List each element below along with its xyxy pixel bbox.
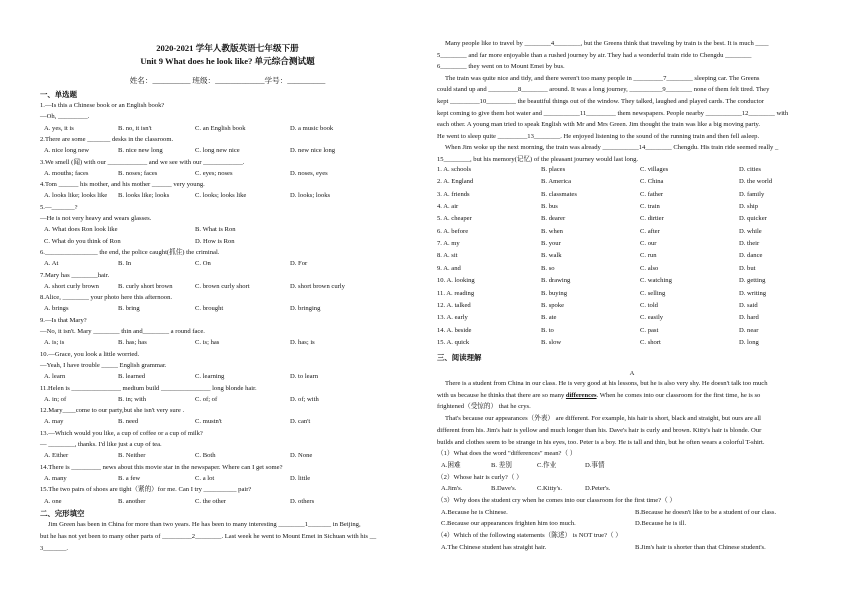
cloze-choice-1: B. places [541,166,566,173]
question-4-stem: 4.Tom ______ his mother, and his mother ______ very young. [40,181,205,189]
cloze-choice-14: B. to [541,326,554,334]
question-1-option: A. yes, it is [44,124,74,132]
question-8-option: A. brings [44,305,69,313]
question-13-stem: 13.—Which would you like, a cup of coffee or a cup of milk? [40,429,203,437]
cloze-choice-3: C. father [640,190,664,198]
question-15-option: C. the other [195,497,226,505]
question-6-option: A. At [44,260,59,268]
question-1-option: C. an English book [195,124,246,132]
cloze-choice-13: 13. A. early [437,314,468,322]
cloze-line: 3_______. [40,544,69,552]
unit-title: Unit 9 What does he look like? 单元综合测试题 [140,56,315,66]
section1-heading: 一、单选题 [40,90,77,99]
reading-text: . When he comes into our classroom for the first time, he is so [596,391,761,399]
question-12-stem: 12.Mary____come to our party,but she isn't very sure . [40,407,185,415]
cloze-line: kept _________10_________ the beautiful things out of the window. They talked, laughed and played cards. The conductor [437,98,764,105]
worksheet-title: 2020-2021 学年人教版英语七年级下册 [156,43,299,53]
question-14-option: B. a few [118,474,141,482]
cloze-choice-8: C. run [640,252,657,260]
cloze-choice-9: 9. A. and [437,264,461,272]
reading-question-4: （4）Which of the following statements（陈述） is NOT true?（ ） [437,532,622,540]
reading-question-1: （1）What does the word "differences" mean?（ ） [437,450,577,458]
reading-question-3-option: D.Because he is ill. [635,520,687,528]
question-6-option: C. On [195,260,211,268]
cloze-choice-4: B. bus [541,203,558,211]
question-10-option: A. learn [44,373,66,381]
reading-line [437,393,760,400]
reading-line: There is a student from China in our class. He is very good at his lessons, but he is also very shy. He doesn't talk too much [445,380,768,387]
cloze-choice-7: C. our [640,240,657,248]
question-8-option: B. bring [118,305,140,313]
question-11-option: C. of; of [195,395,218,403]
cloze-choice-8: D. dance [739,252,763,260]
question-10-stem: 10.—Grace, you look a little worried. [40,350,140,358]
question-4-option: A. looks like; looks like [44,192,108,200]
question-12-option: D. can't [290,418,311,426]
cloze-choice-15: D. long [739,338,759,346]
cloze-choice-1: 1. A. schools [437,166,472,173]
cloze-choice-15: C. short [640,338,661,346]
question-15-option: A. one [44,497,62,505]
reading-question-1-option: D.事情 [585,461,605,469]
cloze-choice-2: C. China [640,178,664,186]
question-11-option: D. of; with [290,395,319,403]
question-3-option: D. noses, eyes [290,169,328,177]
cloze-choice-6: C. after [640,227,660,235]
question-4-option: B. looks like; looks [118,192,170,200]
passage-label: A [629,370,635,377]
question-13-option: D. None [290,452,313,460]
cloze-choice-3: 3. A. friends [437,190,470,198]
cloze-choice-12: D. said [739,301,758,309]
question-10-option: B. learned [118,373,146,381]
question-11-option: A. in; of [44,395,67,403]
question-14-stem: 14.There is _________ news about this movie star in the newspaper. Where can I get some? [40,463,283,471]
question-2-option: B. nice new long [118,147,163,155]
question-10-option: C. learning [195,373,225,381]
cloze-line: When Jim woke up the next morning, the train was already ___________14________ Chengdu. His train ride seemed really _ [445,144,779,152]
cloze-choice-11: 11. A. reading [437,289,475,297]
question-9-stem: —No, it isn't. Mary ________ thin and________ a round face. [40,328,205,335]
question-2-option: A. nice long new [44,147,90,155]
cloze-line: Jim Green has been in China for more than two years. He has been to many interesting ________1_______ in Beijing, [48,521,361,529]
cloze-choice-5: 5. A. cheaper [437,215,472,223]
question-12-option: A. may [44,418,64,426]
reading-question-2-option: C.Kitty's. [537,485,563,493]
question-7-option: D. short brown curly [290,282,345,290]
cloze-choice-15: 15. A. quick [437,338,470,346]
cloze-line: 6________ they went on to Mount Emei by bus. [437,63,565,71]
reading-question-3-option: C.Because our appearances frighten him too much. [441,520,576,528]
question-5-option: D. How is Ron [195,237,235,245]
cloze-choice-8: 8. A. sit [437,252,458,260]
reading-line: That's because our appearances（外表） are different. For example, his hair is short, black and straight, but ours are all [445,415,761,423]
cloze-choice-2: 2. A. England [437,178,474,186]
question-13-option: B. Neither [118,452,146,460]
reading-question-2: （2）Whose hair is curly?（ ） [437,473,523,481]
question-5-stem: 5.—_______? [40,203,78,211]
question-8-option: C. brought [195,305,224,313]
cloze-choice-1: C. villages [640,166,669,173]
question-1-stem: —Oh, _________. [40,113,90,121]
section2-heading: 二、完形填空 [40,508,85,518]
question-11-option: B. in; with [118,395,147,403]
cloze-choice-10: D. getting [739,277,766,285]
cloze-choice-3: B. classmates [541,190,577,198]
cloze-choice-7: B. your [541,240,561,248]
cloze-choice-9: C. also [640,264,659,272]
question-3-option: A. mouths; faces [44,169,89,177]
question-10-stem: —Yeah, I have trouble _____ English grammar. [40,361,167,369]
question-13-option: C. Both [195,452,216,460]
reading-question-2-option: D.Peter's. [585,485,611,493]
cloze-choice-11: D. writing [739,289,767,297]
cloze-choice-12: 12. A. talked [437,301,471,309]
question-9-option: C. is; has [195,339,220,347]
cloze-choice-2: D. the world [739,178,773,186]
highlighted-word: differences [565,391,597,399]
cloze-choice-5: D. quicker [739,215,767,223]
question-14-option: C. a lot [195,474,215,482]
reading-question-1-option: B. 差别 [491,461,512,469]
cloze-choice-7: D. their [739,240,760,248]
question-13-option: A. Either [44,452,69,460]
question-1-option: D. a music book [290,124,334,132]
cloze-choice-4: C. train [640,203,660,211]
question-8-stem: 8.Alice, ________ your photo here this afternoon. [40,294,173,302]
question-15-option: D. others [290,497,315,505]
question-9-option: D. has; is [290,339,315,347]
question-3-option: B. noses; faces [118,169,158,177]
cloze-choice-13: C. easily [640,314,664,322]
cloze-choice-12: B. spoke [541,301,565,309]
question-15-option: B. another [118,497,146,505]
cloze-choice-14: D. near [739,326,759,334]
question-14-option: A. many [44,474,67,482]
reading-line: builds and clothes seem to be strange in his eyes, too. Peter is a boy. He is tall and thin, but he often wears a colorful T-shirt. [437,438,765,446]
cloze-choice-9: B. so [541,264,555,272]
cloze-choice-10: B. drawing [541,277,571,285]
question-1-stem: 1.—Is this a Chinese book or an English book? [40,102,165,109]
question-3-option: C. eyes; noses [195,169,233,177]
cloze-choice-15: B. slow [541,338,562,346]
cloze-choice-4: D. ship [739,203,759,211]
question-10-option: D. to learn [290,373,319,381]
question-5-option: C. What do you think of Ron [44,237,121,245]
question-4-option: D. looks; looks [290,192,331,200]
cloze-line: The train was quite nice and tidy, and there weren't too many people in _________7________ sleeping car. The Greens [445,74,760,82]
cloze-line: 5________ and far more enjoyable than a rushed journey by air. They had a wonderful train ride to Chengdu ________ [437,51,752,59]
cloze-choice-5: C. dirtier [640,215,664,223]
question-1-option: B. no, it isn't [118,124,152,132]
question-3-stem: 3.We smell (闻) with our ____________ and we see with our ____________. [40,158,245,166]
question-2-option: D. new nice long [290,147,336,155]
question-15-stem: 15.The two pairs of shoes are tight（紧的）for me. Can I try __________ pair? [40,486,252,494]
question-12-option: C. mustn't [195,418,222,426]
reading-question-3: （3）Why does the student cry when he comes into our classroom for the first time?（ ） [437,497,676,504]
cloze-choice-8: B. walk [541,252,562,260]
question-9-option: A. is; is [44,339,65,347]
question-9-option: B. has; has [118,339,147,347]
question-6-stem: 6.________________ the end, the police caught(抓住) the criminal. [40,248,220,256]
question-13-stem: — ________, thanks. I'd like just a cup of tea. [40,441,162,448]
cloze-choice-13: B. ate [541,314,557,322]
cloze-choice-10: C. watching [640,277,672,285]
cloze-line: each other. A young man tried to speak English with Mr and Mrs Green. Jim thought the train was like a big moving party. [437,121,760,129]
cloze-choice-5: B. dearer [541,215,566,223]
student-info-line: 姓名：__________ 班级：_____________学号：__________ [129,76,326,85]
question-5-option: B. What is Ron [195,226,236,234]
reading-question-3-option: A.Because he is Chinese. [441,508,508,516]
question-2-option: C. long new nice [195,147,240,155]
cloze-choice-14: 14. A. beside [437,326,472,334]
cloze-line: 15________, but his memory(记忆) of the pleasant journey would last long. [437,156,639,163]
reading-question-4-option: A.The Chinese student has straight hair. [441,543,547,551]
cloze-choice-7: 7. A. my [437,240,460,248]
cloze-choice-14: C. past [640,326,659,334]
question-5-option: A. What does Ron look like [44,226,118,234]
reading-question-2-option: A.Jim's. [441,485,463,493]
cloze-choice-12: C. told [640,301,658,309]
cloze-line: He went to sleep quite _________13________. He enjoyed listening to the sound of the running train and then fell asleep. [437,132,760,140]
cloze-choice-3: D. family [739,190,765,198]
cloze-choice-6: D. while [739,227,762,235]
question-8-option: D. bringing [290,305,321,313]
cloze-choice-2: B. America [541,178,572,186]
cloze-choice-10: 10. A. looking [437,277,475,285]
reading-question-1-option: C.作业 [537,461,557,469]
question-6-option: B. In [118,260,132,268]
question-4-option: C. looks; looks like [195,192,247,200]
reading-question-1-option: A.困难 [441,461,461,469]
question-9-stem: 9.—Is that Mary? [40,316,87,324]
cloze-choice-9: D. but [739,264,756,272]
reading-question-3-option: B.Because he doesn't like to be a student of our class. [635,508,777,516]
question-14-option: D. little [290,474,311,482]
question-2-stem: 2.There are some _______ desks in the classroom. [40,135,174,143]
reading-text: with us because he thinks that there are so many [437,391,566,399]
section3-heading: 三、阅读理解 [437,353,482,362]
reading-line: different from his. Jim's hair is yellow and much longer than his. Dave's hair is curly and brown. Kitty's hair is blonde. Our [437,426,762,434]
cloze-line: but he has not yet been to many other parts of _________2________. Last week he went to Mount Emei in Sichuan with his __ [40,532,377,540]
question-6-option: D. For [290,260,308,268]
question-5-stem: —He is not very heavy and wears glasses. [40,215,152,222]
cloze-choice-1: D. cities [739,166,761,173]
cloze-choice-11: C. selling [640,289,666,297]
cloze-choice-6: B. when [541,227,563,235]
cloze-line: Many people like to travel by ________4________, but the Greens think that traveling by train is the best. It is much ____ [445,40,769,47]
question-12-option: B. need [118,418,139,426]
question-7-option: B. curly short brown [118,282,173,290]
question-11-stem: 11.Helen is _______________ medium build _______________ long blonde hair. [40,384,257,392]
question-7-option: C. brown curly short [195,282,250,290]
cloze-choice-4: 4. A. air [437,203,459,211]
reading-question-4-option: B.Jim's hair is shorter than that Chinese student's. [635,543,766,551]
cloze-line: could stand up and _________8________ around. It was a long journey, __________9________ none of them felt tired. They [437,86,770,94]
cloze-line: kept coming to give them hot water and ___________11_________ them newspapers. People nearby ___________12________ with [437,109,789,117]
cloze-choice-6: 6. A. before [437,227,469,235]
question-7-option: A. short curly brown [44,282,99,290]
cloze-choice-13: D. hard [739,314,759,322]
reading-question-2-option: B.Dave's. [491,485,517,493]
reading-line: frightened（受惊的） that he crys. [437,403,531,411]
cloze-choice-11: B. buying [541,289,568,297]
question-7-stem: 7.Mary has ________hair. [40,271,110,279]
